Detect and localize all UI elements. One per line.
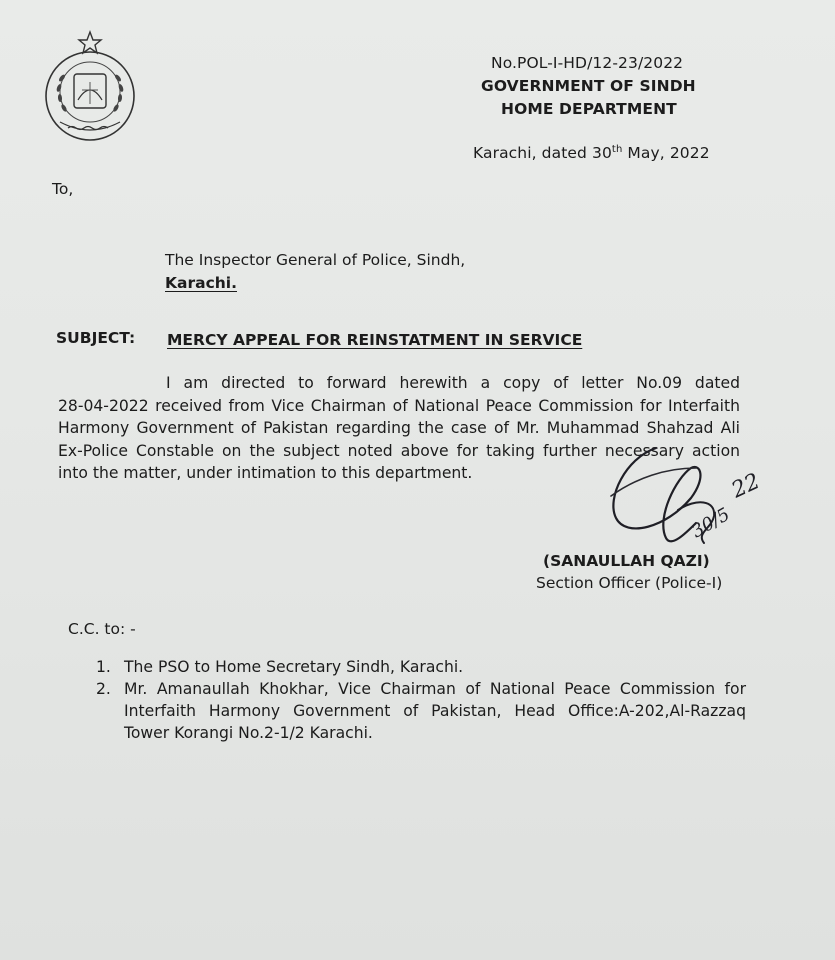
department-heading: HOME DEPARTMENT	[501, 100, 677, 118]
recipient-city: Karachi.	[165, 274, 237, 292]
cc-item-number: 1.	[96, 658, 111, 676]
cc-item	[96, 678, 746, 744]
handwritten-signature	[596, 438, 786, 568]
date-superscript: th	[611, 144, 623, 155]
cc-list	[96, 656, 746, 744]
recipient-line: The Inspector General of Police, Sindh,	[165, 251, 466, 269]
body-line: Harmony Government of Pakistan regarding the case of Mr. Muhammad Shahzad Ali	[58, 419, 740, 437]
signatory-title: Section Officer (Police-I)	[536, 574, 723, 592]
body-line: into the matter, under intimation to this department.	[58, 464, 473, 482]
subject-label: SUBJECT:	[56, 329, 136, 347]
body-line: I am directed to forward herewith a copy of letter No.09 dated	[166, 374, 740, 392]
body-line: 28-04-2022 received from Vice Chairman of National Peace Commission for Interfaith	[58, 396, 740, 415]
signature-annotation: 22	[727, 468, 764, 504]
cc-item-number: 2.	[96, 680, 111, 698]
cc-item-line: Tower Korangi No.2-1/2 Karachi.	[124, 724, 373, 742]
cc-item-line: Interfaith Harmony Government of Pakistan, Head Office:A-202,Al-Razzaq	[124, 702, 746, 720]
date-prefix: Karachi, dated 30	[473, 144, 612, 163]
signature-date: 30/5	[688, 503, 734, 543]
government-heading: GOVERNMENT OF SINDH	[481, 77, 696, 95]
salutation: To,	[52, 180, 74, 198]
government-of-sindh-seal-icon	[34, 30, 146, 142]
cc-item	[96, 656, 746, 678]
subject-text: MERCY APPEAL FOR REINSTATMENT IN SERVICE	[167, 331, 583, 349]
reference-number: No.POL-I-HD/12-23/2022	[491, 54, 684, 72]
signatory-name: (SANAULLAH QAZI)	[543, 552, 710, 570]
cc-item-line: Mr. Amanaullah Khokhar, Vice Chairman of National Peace Commission for	[124, 680, 746, 698]
cc-item-line: The PSO to Home Secretary Sindh, Karachi.	[124, 658, 464, 676]
body-line: Ex-Police Constable on the subject noted above for taking further necessary action	[58, 441, 740, 460]
cc-label: C.C. to: -	[68, 620, 136, 638]
date-suffix: May, 2022	[622, 144, 710, 163]
letter-date	[473, 144, 710, 162]
